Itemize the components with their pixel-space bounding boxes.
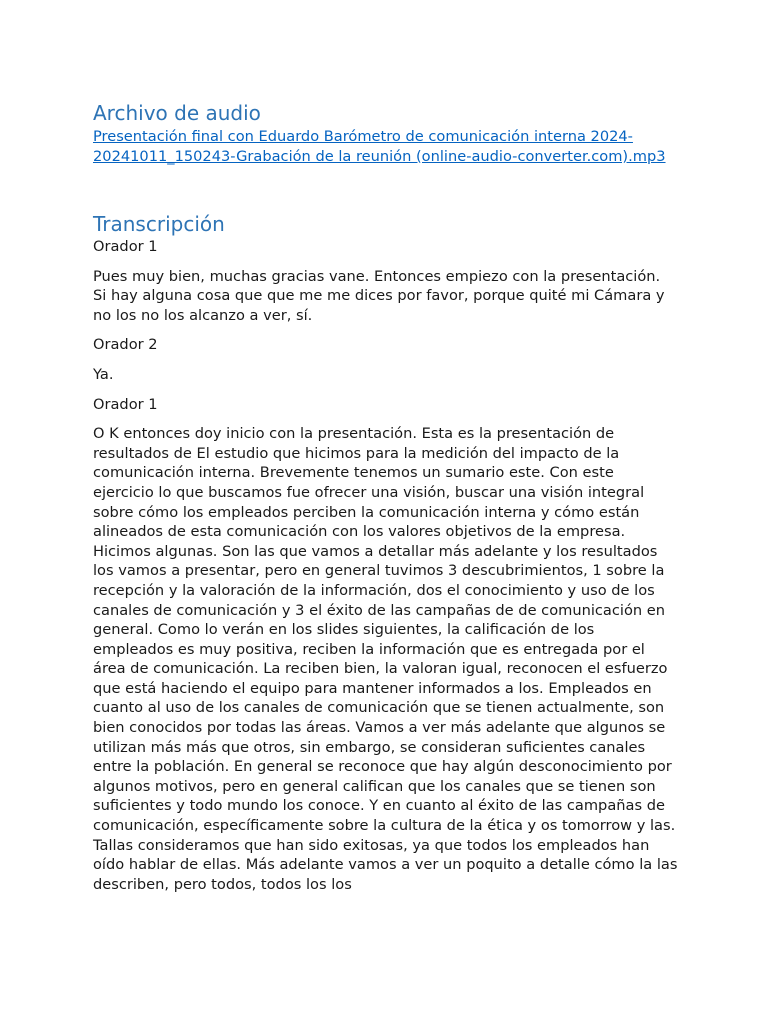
transcript-entry bbox=[93, 395, 678, 895]
speaker-label: Orador 1 bbox=[93, 238, 158, 255]
transcript-entry bbox=[93, 237, 678, 325]
utterance-text: Pues muy bien, muchas gracias vane. Entonces empiezo con la presentación. Si hay alguna cosa que que me me dices por favor, porque quité mi Cámara y no los no los alcanzo a ver, sí. bbox=[93, 267, 665, 324]
audio-section bbox=[93, 100, 678, 167]
document-page bbox=[93, 100, 678, 904]
utterance-text: Ya. bbox=[93, 365, 114, 383]
transcript-section bbox=[93, 211, 678, 894]
speaker-label: Orador 2 bbox=[93, 336, 158, 354]
transcript-heading: Transcripción bbox=[93, 212, 225, 236]
audio-file-link[interactable]: Presentación final con Eduardo Barómetro de comunicación interna 2024-20241011_150243-Grabación de la reunión (online-audio-converter.com).mp3 bbox=[93, 128, 666, 165]
speaker-label: Orador 1 bbox=[93, 395, 158, 413]
transcript-entry bbox=[93, 335, 678, 384]
audio-heading: Archivo de audio bbox=[93, 101, 261, 125]
utterance-text: O K entonces doy inicio con la presentación. Esta es la presentación de resultados de El estudio que hicimos para la medición del impacto de la comunicación interna. Brevemente tenemos un sumario este. Con este ejercicio lo que buscamos fue ofrecer una visión, buscar una visión integral sobre cómo los empleados perciben la comunicación interna y cómo están alineados de esta comunicación con los valores objetivos de la empresa. Hicimos algunas. Son las que vamos a detallar más adelante y los resultados los vamos a presentar, pero en general tuvimos 3 descubrimientos, 1 sobre la recepción y la valoración de la información, dos el conocimiento y uso de los canales de comunicación y 3 el éxito de las campañas de de comunicación en general. Como lo verán en los slides siguientes, la calificación de los empleados es muy positiva, reciben la información que es entregada por el área de comunicación. La reciben bien, la valoran igual, reconocen el esfuerzo que está haciendo el equipo para mantener informados a los. Empleados en cuanto al uso de los canales de comunicación que se tienen actualmente, son bien conocidos por todas las áreas. Vamos a ver más adelante que algunos se utilizan más más que otros, sin embargo, se consideran suficientes canales entre la población. En general se reconoce que hay algún desconocimiento por algunos motivos, pero en general califican que los canales que se tienen son suficientes y todo mundo los conoce. Y en cuanto al éxito de las campañas de comunicación, específicamente sobre la cultura de la ética y os tomorrow y las. Tallas consideramos que han sido exitosas, ya que todos los empleados han oído hablar de ellas. Más adelante vamos a ver un poquito a detalle cómo la las describen, pero todos, todos los los bbox=[93, 425, 678, 893]
